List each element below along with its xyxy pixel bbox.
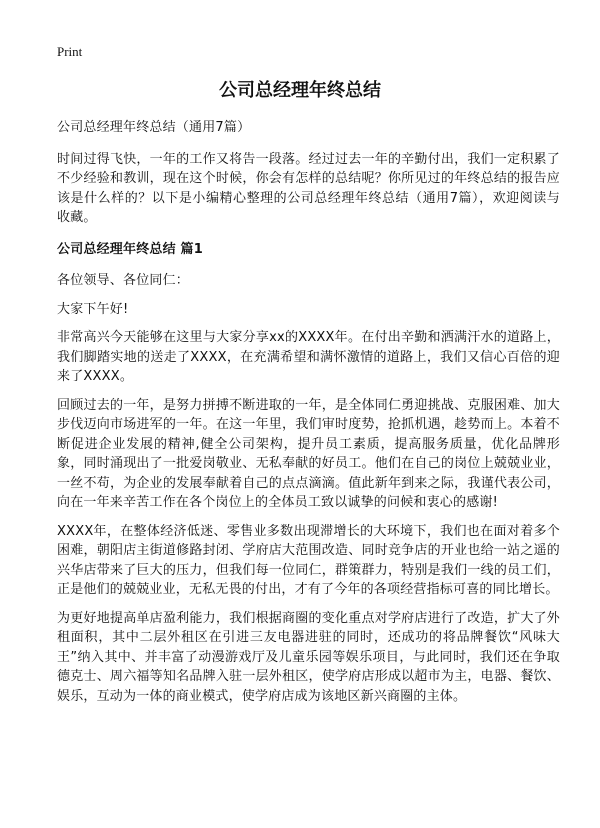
greeting: 大家下午好! [57,301,129,317]
salutation: 各位领导、各位同仁： [57,273,190,288]
body-paragraph: 非常高兴今天能够在这里与大家分享xx的XXXX年。在付出辛勤和洒满汗水的道路上，我们脚踏实地的送走了XXXX，在充满希望和满怀激情的道路上，我们又信心百倍的迎来了XXXX。 [57,330,560,384]
intro-paragraph: 时间过得飞快，一年的工作又将告一段落。经过过去一年的辛勤付出，我们一定积累了不少经验和教训，现在这个时候，你会有怎样的总结呢？你所见过的年终总结的报告应该是什么样的？以下是小编精心整理的公司总经理年终总结（通用7篇），欢迎阅读与收藏。 [57,151,560,225]
section-heading: 公司总经理年终总结 篇1 [57,241,203,257]
body-paragraph: 为更好地提高单店盈利能力，我们根据商圈的变化重点对学府店进行了改造，扩大了外租面积，其中二层外租区在引进三友电器进驻的同时，还成功的将品牌餐饮“风味大王”纳入其中、并丰富了动漫游戏厅及儿童乐园等娱乐项目，与此同时，我们还在争取德克士、周六福等知名品牌入驻一层外租区，使学府店形成以超市为主，电器、餐饮、娱乐，互动为一体的商业模式，使学府店成为该地区新兴商圈的主体。 [57,610,560,704]
print-link[interactable]: Print [57,44,83,59]
document-subtitle: 公司总经理年终总结（通用7篇） [57,120,251,135]
document-body [57,118,560,706]
body-paragraph: XXXX年，在整体经济低迷、零售业多数出现滞增长的大环境下，我们也在面对着多个困难，朝阳店主街道修路封闭、学府店大范围改造、同时竞争店的开业也给一站之遥的兴华店带来了巨大的压力，但我们每一位同仁，群策群力，特别是我们一线的员工们，正是他们的兢兢业业，无私无畏的付出，才有了今年的各项经营指标可喜的同比增长。 [57,523,560,597]
body-paragraph: 回顾过去的一年，是努力拼搏不断进取的一年，是全体同仁勇迎挑战、克服困难、加大步伐迈向市场进军的一年。在这一年里，我们审时度势，抢抓机遇，趁势而上。本着不断促进企业发展的精神,健全公司架构，提升员工素质，提高服务质量，优化品牌形象，同时涌现出了一批爱岗敬业、无私奉献的好员工。他们在自己的岗位上兢兢业业，一丝不苟，为企业的发展奉献着自己的点点滴滴。值此新年到来之际，我谨代表公司，向在一年来辛苦工作在各个岗位上的全体员工致以诚挚的问候和衷心的感谢! [57,397,560,510]
document-title: 公司总经理年终总结 [219,80,381,101]
